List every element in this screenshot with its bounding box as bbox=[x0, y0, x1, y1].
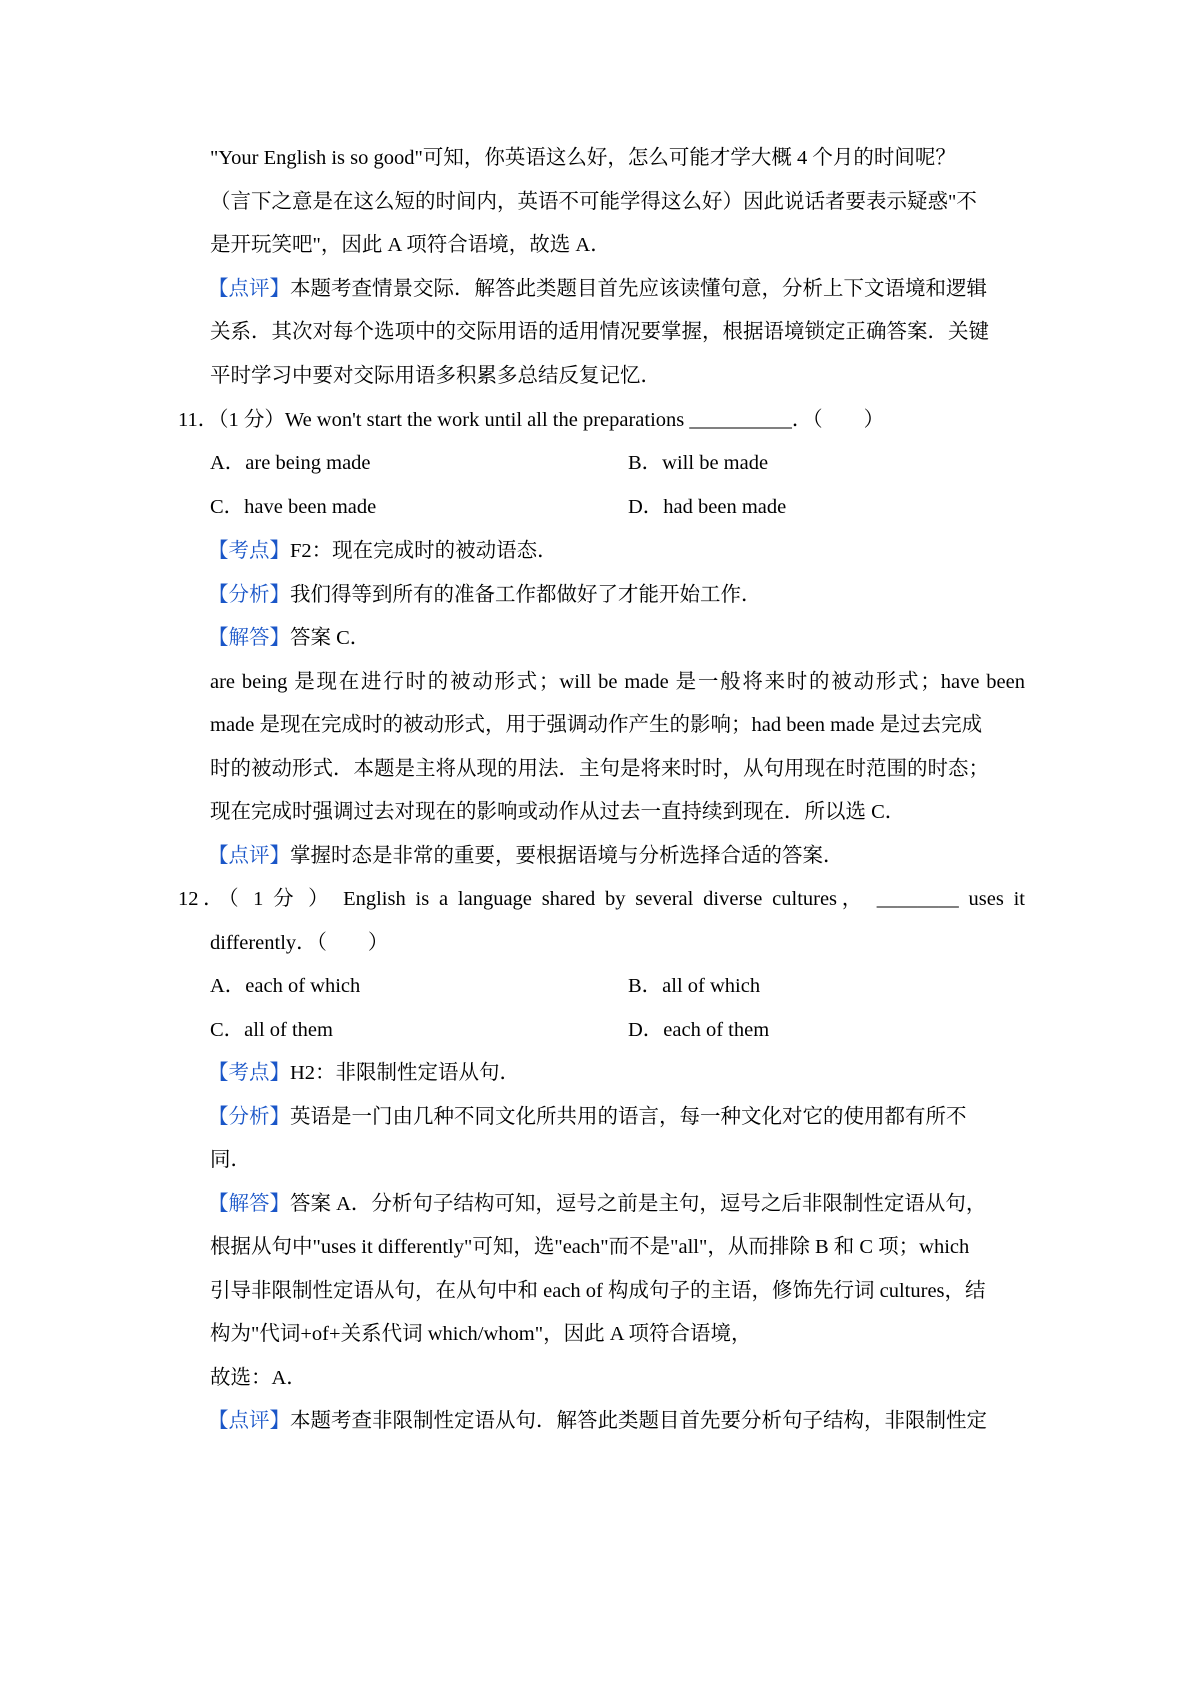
q12-fenxi-cont: 同． bbox=[210, 1149, 251, 1171]
comment-line: 关系．其次对每个选项中的交际用语的适用情况要掌握，根据语境锁定正确答案．关键 bbox=[210, 321, 989, 343]
q12-option-b: B．all of which bbox=[628, 975, 761, 997]
question-12-stem: 12．（ 1 分 ） English is a language shared by several diverse cultures， ________ uses it bbox=[178, 888, 1025, 910]
kaodian-text: F2：现在完成时的被动语态． bbox=[290, 540, 558, 562]
fenxi-text: 我们得等到所有的准备工作都做好了才能开始工作． bbox=[290, 584, 762, 606]
paragraph-line: （言下之意是在这么短的时间内，英语不可能学得这么好）因此说话者要表示疑惑"不 bbox=[210, 191, 977, 213]
jieda-text: 答案 A．分析句子结构可知，逗号之前是主句，逗号之后非限制性定语从句， bbox=[290, 1193, 987, 1215]
q12-explain-line: 构为"代词+of+关系代词 which/whom"，因此 A 项符合语境， bbox=[210, 1323, 752, 1345]
jieda-text: 答案 C． bbox=[290, 627, 371, 649]
comment-text: 本题考查情景交际．解答此类题目首先应该读懂句意，分析上下文语境和逻辑 bbox=[290, 278, 987, 300]
kaodian-tag: 【考点】 bbox=[208, 1062, 290, 1084]
q11-explain-line: made 是现在完成时的被动形式，用于强调动作产生的影响；had been made 是过去完成 bbox=[210, 714, 983, 736]
q11-explain-line: 时的被动形式．本题是主将从现的用法．主句是将来时时，从句用现在时范围的时态； bbox=[210, 758, 989, 780]
dianping-tag: 【点评】 bbox=[208, 1410, 290, 1432]
q11-option-d: D．had been made bbox=[628, 496, 787, 518]
q12-explain-line: 引导非限制性定语从句，在从句中和 each of 构成句子的主语，修饰先行词 cultures，结 bbox=[210, 1280, 986, 1302]
q11-kaodian bbox=[208, 536, 1023, 566]
q12-explain-line: 故选：A． bbox=[210, 1367, 307, 1389]
q12-explain-line: 根据从句中"uses it differently"可知，选"each"而不是"all"，从而排除 B 和 C 项；which bbox=[210, 1236, 970, 1258]
dianping-text: 掌握时态是非常的重要，要根据语境与分析选择合适的答案． bbox=[290, 845, 844, 867]
q12-dianping bbox=[208, 1406, 1023, 1436]
comment-line bbox=[208, 274, 1023, 304]
q11-fenxi bbox=[208, 580, 1023, 610]
comment-tag: 【点评】 bbox=[208, 278, 290, 300]
fenxi-tag: 【分析】 bbox=[208, 1106, 290, 1128]
dianping-text: 本题考查非限制性定语从句．解答此类题目首先要分析句子结构，非限制性定 bbox=[290, 1410, 987, 1432]
paragraph-line: 是开玩笑吧"，因此 A 项符合语境，故选 A． bbox=[210, 234, 611, 256]
q12-option-a: A．each of which bbox=[210, 975, 361, 997]
q11-option-c: C．have been made bbox=[210, 496, 377, 518]
q11-dianping bbox=[208, 841, 1023, 871]
q12-fenxi bbox=[208, 1102, 1023, 1132]
q12-option-c: C．all of them bbox=[210, 1019, 333, 1041]
kaodian-text: H2：非限制性定语从句． bbox=[290, 1062, 521, 1084]
dianping-tag: 【点评】 bbox=[208, 845, 290, 867]
question-12-stem-cont: differently．（ ） bbox=[210, 932, 389, 954]
q11-jieda bbox=[208, 623, 1023, 653]
comment-line: 平时学习中要对交际用语多积累多总结反复记忆． bbox=[210, 365, 661, 387]
q11-option-a: A．are being made bbox=[210, 452, 371, 474]
fenxi-tag: 【分析】 bbox=[208, 584, 290, 606]
fenxi-text: 英语是一门由几种不同文化所共用的语言，每一种文化对它的使用都有所不 bbox=[290, 1106, 967, 1128]
q11-option-b: B．will be made bbox=[628, 452, 769, 474]
jieda-tag: 【解答】 bbox=[208, 1193, 290, 1215]
q12-jieda bbox=[208, 1189, 1023, 1219]
kaodian-tag: 【考点】 bbox=[208, 540, 290, 562]
q11-explain-line: are being 是现在进行时的被动形式；will be made 是一般将来时的被动形式；have been bbox=[210, 671, 1025, 693]
paragraph-line: "Your English is so good"可知，你英语这么好，怎么可能才学大概 4 个月的时间呢？ bbox=[210, 147, 956, 169]
jieda-tag: 【解答】 bbox=[208, 627, 290, 649]
q11-explain-line: 现在完成时强调过去对现在的影响或动作从过去一直持续到现在．所以选 C． bbox=[210, 801, 906, 823]
q12-kaodian bbox=[208, 1058, 1023, 1088]
q12-option-d: D．each of them bbox=[628, 1019, 770, 1041]
question-11-stem: 11．（1 分）We won't start the work until all the preparations __________．（ ） bbox=[178, 409, 885, 431]
